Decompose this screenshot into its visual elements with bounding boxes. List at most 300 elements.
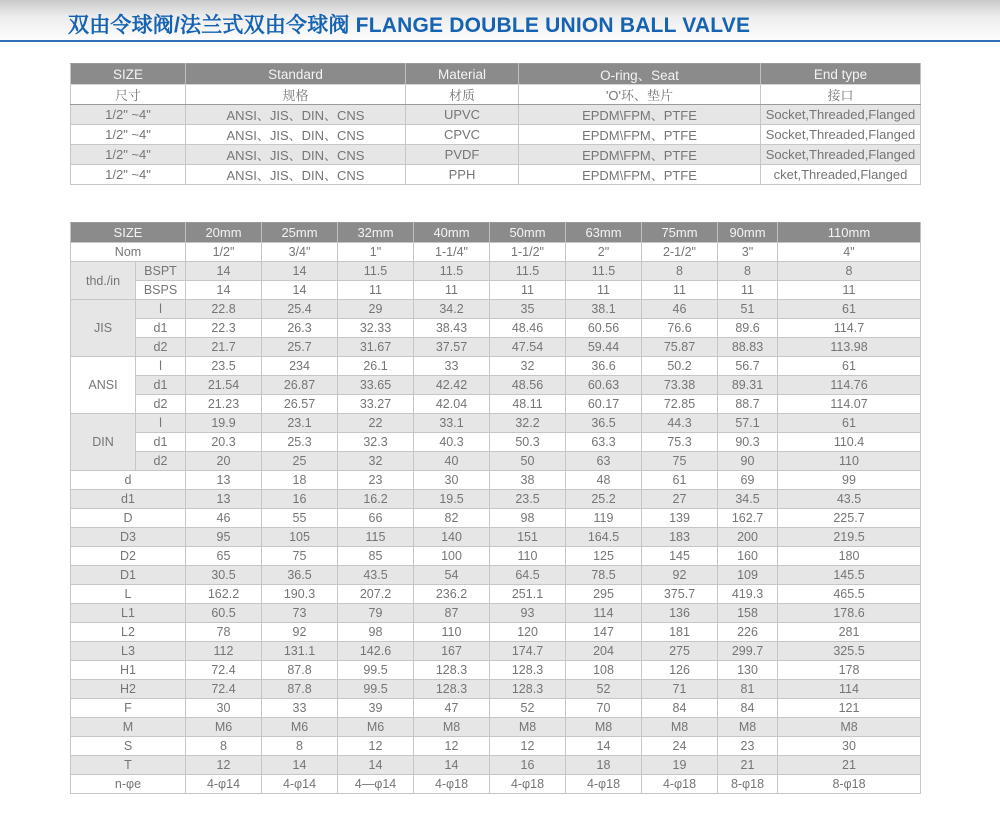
dim-value-cell: 204: [566, 642, 642, 661]
dim-value-cell: 21: [778, 756, 921, 775]
dim-row-label: S: [71, 737, 186, 756]
dim-value-cell: 130: [718, 661, 778, 680]
dim-row-label: l: [136, 414, 186, 433]
dim-row-label: D3: [71, 528, 186, 547]
dim-value-cell: 25.2: [566, 490, 642, 509]
dim-value-cell: 158: [718, 604, 778, 623]
dim-value-cell: 20: [186, 452, 262, 471]
dim-value-cell: 38.1: [566, 300, 642, 319]
dim-value-cell: 145: [642, 547, 718, 566]
dim-value-cell: 178.6: [778, 604, 921, 623]
dim-value-cell: 1-1/2": [490, 243, 566, 262]
spec-column-header: SIZE: [71, 64, 186, 85]
dim-value-cell: 14: [566, 737, 642, 756]
dim-value-cell: 114.07: [778, 395, 921, 414]
dim-value-cell: 46: [186, 509, 262, 528]
dim-row-label: D2: [71, 547, 186, 566]
dim-row: [71, 680, 921, 699]
dim-value-cell: 60.56: [566, 319, 642, 338]
dim-value-cell: 88.7: [718, 395, 778, 414]
dim-row-label: L1: [71, 604, 186, 623]
spec-cell: Socket,Threaded,Flanged: [761, 105, 921, 125]
dim-row: [71, 737, 921, 756]
dim-value-cell: 40.3: [414, 433, 490, 452]
dim-value-cell: 14: [262, 281, 338, 300]
dim-row: [71, 585, 921, 604]
dim-row-label: M: [71, 718, 186, 737]
dim-value-cell: 105: [262, 528, 338, 547]
spec-header-row-en: [71, 64, 921, 85]
dim-value-cell: 75.87: [642, 338, 718, 357]
dim-value-cell: 325.5: [778, 642, 921, 661]
dim-value-cell: 20.3: [186, 433, 262, 452]
dim-value-cell: 19.9: [186, 414, 262, 433]
dim-value-cell: 11.5: [414, 262, 490, 281]
dim-value-cell: 48.56: [490, 376, 566, 395]
dim-value-cell: 32.33: [338, 319, 414, 338]
dim-value-cell: 81: [718, 680, 778, 699]
dim-value-cell: 8: [642, 262, 718, 281]
dim-value-cell: 8-φ18: [778, 775, 921, 794]
dim-value-cell: 32: [338, 452, 414, 471]
dim-value-cell: 11: [414, 281, 490, 300]
dim-value-cell: 8-φ18: [718, 775, 778, 794]
spec-cell: 1/2" ~4": [71, 125, 186, 145]
dim-value-cell: 4-φ14: [262, 775, 338, 794]
dim-value-cell: 92: [642, 566, 718, 585]
dim-value-cell: 30: [414, 471, 490, 490]
spec-column-header-cn: 材质: [406, 85, 519, 105]
dim-row: [71, 452, 921, 471]
dim-group-label: thd./in: [71, 262, 136, 300]
spec-cell: EPDM\FPM、PTFE: [519, 125, 761, 145]
dim-value-cell: 87: [414, 604, 490, 623]
dim-value-cell: 25.4: [262, 300, 338, 319]
dim-value-cell: 26.87: [262, 376, 338, 395]
dim-value-cell: 42.04: [414, 395, 490, 414]
dim-value-cell: 11: [642, 281, 718, 300]
dim-value-cell: 79: [338, 604, 414, 623]
dim-value-cell: 12: [338, 737, 414, 756]
dim-row: [71, 471, 921, 490]
dim-value-cell: 33.27: [338, 395, 414, 414]
dim-value-cell: M6: [186, 718, 262, 737]
dim-value-cell: 36.6: [566, 357, 642, 376]
dim-value-cell: 75: [642, 452, 718, 471]
dim-value-cell: 14: [262, 262, 338, 281]
dim-row-label: L2: [71, 623, 186, 642]
dim-value-cell: 110.4: [778, 433, 921, 452]
dim-value-cell: 16: [490, 756, 566, 775]
dim-value-cell: 14: [338, 756, 414, 775]
dim-value-cell: 119: [566, 509, 642, 528]
dim-size-column-header: 110mm: [778, 223, 921, 243]
dim-value-cell: 34.2: [414, 300, 490, 319]
dim-value-cell: M8: [642, 718, 718, 737]
dim-row: [71, 547, 921, 566]
spec-row: [71, 165, 921, 185]
dim-row-label: H2: [71, 680, 186, 699]
dim-value-cell: 21: [718, 756, 778, 775]
dim-value-cell: 89.31: [718, 376, 778, 395]
spec-cell: PPH: [406, 165, 519, 185]
dim-value-cell: 32: [490, 357, 566, 376]
dim-value-cell: 98: [338, 623, 414, 642]
dim-value-cell: 131.1: [262, 642, 338, 661]
dim-value-cell: 76.6: [642, 319, 718, 338]
dim-value-cell: 50: [490, 452, 566, 471]
dim-value-cell: 23.1: [262, 414, 338, 433]
dim-row: [71, 338, 921, 357]
dim-value-cell: 181: [642, 623, 718, 642]
dim-row-label: d1: [71, 490, 186, 509]
dim-value-cell: 25: [262, 452, 338, 471]
dim-value-cell: 100: [414, 547, 490, 566]
dim-value-cell: 120: [490, 623, 566, 642]
dim-value-cell: M8: [718, 718, 778, 737]
dim-row: [71, 699, 921, 718]
dim-value-cell: 64.5: [490, 566, 566, 585]
dim-value-cell: 22: [338, 414, 414, 433]
spec-column-header: End type: [761, 64, 921, 85]
dim-value-cell: 219.5: [778, 528, 921, 547]
dim-value-cell: 98: [490, 509, 566, 528]
spec-row: [71, 125, 921, 145]
dim-row: [71, 357, 921, 376]
dim-value-cell: 85: [338, 547, 414, 566]
dim-value-cell: 54: [414, 566, 490, 585]
spec-cell: ANSI、JIS、DIN、CNS: [186, 125, 406, 145]
dim-value-cell: 13: [186, 490, 262, 509]
dim-value-cell: 31.67: [338, 338, 414, 357]
dim-row: [71, 395, 921, 414]
dim-value-cell: 200: [718, 528, 778, 547]
dim-value-cell: 44.3: [642, 414, 718, 433]
dim-value-cell: 47: [414, 699, 490, 718]
dim-row: [71, 756, 921, 775]
dim-value-cell: 60.17: [566, 395, 642, 414]
dim-value-cell: M8: [778, 718, 921, 737]
spec-column-header-cn: 尺寸: [71, 85, 186, 105]
spec-column-header: Standard: [186, 64, 406, 85]
dim-value-cell: 114.7: [778, 319, 921, 338]
dim-value-cell: 112: [186, 642, 262, 661]
dim-value-cell: 22.8: [186, 300, 262, 319]
dim-row-label: BSPT: [136, 262, 186, 281]
dim-value-cell: 14: [414, 756, 490, 775]
dim-size-column-header: 90mm: [718, 223, 778, 243]
dim-value-cell: 145.5: [778, 566, 921, 585]
dim-row: [71, 490, 921, 509]
dim-group-label: JIS: [71, 300, 136, 357]
dim-value-cell: 110: [414, 623, 490, 642]
dim-row: [71, 376, 921, 395]
dim-value-cell: 27: [642, 490, 718, 509]
dim-value-cell: 23.5: [186, 357, 262, 376]
dim-value-cell: 66: [338, 509, 414, 528]
spec-cell: 1/2" ~4": [71, 105, 186, 125]
dim-value-cell: 11: [778, 281, 921, 300]
dim-value-cell: 52: [566, 680, 642, 699]
dim-value-cell: 60.63: [566, 376, 642, 395]
dim-value-cell: 11: [718, 281, 778, 300]
dim-value-cell: 275: [642, 642, 718, 661]
dim-value-cell: 234: [262, 357, 338, 376]
dim-row: [71, 281, 921, 300]
spec-row: [71, 105, 921, 125]
spec-column-header-cn: 'O'环、垫片: [519, 85, 761, 105]
dim-value-cell: 32.3: [338, 433, 414, 452]
spec-row: [71, 145, 921, 165]
dim-value-cell: 126: [642, 661, 718, 680]
valve-dimension-table: [70, 222, 921, 794]
dim-row-label: D: [71, 509, 186, 528]
dim-value-cell: 11: [338, 281, 414, 300]
dim-value-cell: 47.54: [490, 338, 566, 357]
dim-value-cell: 115: [338, 528, 414, 547]
dim-value-cell: 11.5: [338, 262, 414, 281]
spec-header-row-cn: [71, 85, 921, 105]
dim-value-cell: 11.5: [566, 262, 642, 281]
dim-value-cell: 65: [186, 547, 262, 566]
dim-row-label: d: [71, 471, 186, 490]
dim-row-label: Nom: [71, 243, 186, 262]
dim-corner-header: SIZE: [71, 223, 186, 243]
dim-row: [71, 528, 921, 547]
dim-value-cell: 109: [718, 566, 778, 585]
spec-table-body: [71, 105, 921, 185]
dim-value-cell: 48.46: [490, 319, 566, 338]
dim-value-cell: 2-1/2": [642, 243, 718, 262]
dim-value-cell: 99.5: [338, 661, 414, 680]
dim-value-cell: M8: [414, 718, 490, 737]
dim-value-cell: 110: [778, 452, 921, 471]
dim-value-cell: 75.3: [642, 433, 718, 452]
spec-cell: EPDM\FPM、PTFE: [519, 165, 761, 185]
dim-value-cell: 178: [778, 661, 921, 680]
dim-value-cell: 69: [718, 471, 778, 490]
dim-row: [71, 243, 921, 262]
dim-row-label: d1: [136, 376, 186, 395]
dim-value-cell: 4-φ18: [490, 775, 566, 794]
dim-value-cell: 419.3: [718, 585, 778, 604]
dim-value-cell: 52: [490, 699, 566, 718]
dim-value-cell: 72.4: [186, 680, 262, 699]
dim-value-cell: 33: [414, 357, 490, 376]
dim-value-cell: 87.8: [262, 661, 338, 680]
dim-value-cell: 251.1: [490, 585, 566, 604]
dim-value-cell: 13: [186, 471, 262, 490]
dim-row: [71, 433, 921, 452]
dim-value-cell: 50.3: [490, 433, 566, 452]
spec-cell: Socket,Threaded,Flanged: [761, 125, 921, 145]
dim-value-cell: 36.5: [262, 566, 338, 585]
dim-value-cell: 23.5: [490, 490, 566, 509]
dim-value-cell: 33.65: [338, 376, 414, 395]
dim-value-cell: 61: [778, 357, 921, 376]
dim-row-label: d2: [136, 452, 186, 471]
dim-value-cell: 51: [718, 300, 778, 319]
dim-row: [71, 509, 921, 528]
dim-group-label: DIN: [71, 414, 136, 471]
dim-value-cell: 30: [778, 737, 921, 756]
dim-value-cell: 39: [338, 699, 414, 718]
dim-value-cell: 11: [566, 281, 642, 300]
dim-row-label: l: [136, 357, 186, 376]
dim-value-cell: 61: [642, 471, 718, 490]
dim-value-cell: 128.3: [490, 661, 566, 680]
dim-value-cell: 48: [566, 471, 642, 490]
dim-value-cell: 375.7: [642, 585, 718, 604]
dim-row-label: D1: [71, 566, 186, 585]
dim-value-cell: 21.7: [186, 338, 262, 357]
dim-value-cell: 147: [566, 623, 642, 642]
dim-value-cell: 84: [718, 699, 778, 718]
dim-value-cell: 90: [718, 452, 778, 471]
dim-value-cell: 8: [186, 737, 262, 756]
dim-value-cell: 26.3: [262, 319, 338, 338]
dim-value-cell: 23: [338, 471, 414, 490]
dim-row: [71, 775, 921, 794]
spec-cell: EPDM\FPM、PTFE: [519, 105, 761, 125]
dim-value-cell: 63: [566, 452, 642, 471]
dim-value-cell: 139: [642, 509, 718, 528]
dim-value-cell: 78.5: [566, 566, 642, 585]
dim-value-cell: 21.23: [186, 395, 262, 414]
dim-value-cell: 34.5: [718, 490, 778, 509]
dim-row: [71, 718, 921, 737]
dim-value-cell: 25.7: [262, 338, 338, 357]
dim-value-cell: 225.7: [778, 509, 921, 528]
dim-table-body: [71, 243, 921, 794]
dim-value-cell: 295: [566, 585, 642, 604]
dim-size-column-header: 40mm: [414, 223, 490, 243]
dim-value-cell: 207.2: [338, 585, 414, 604]
dim-group-label: ANSI: [71, 357, 136, 414]
dim-value-cell: 4-φ18: [566, 775, 642, 794]
dim-row-label: L3: [71, 642, 186, 661]
dim-value-cell: 236.2: [414, 585, 490, 604]
dim-value-cell: 42.42: [414, 376, 490, 395]
dim-value-cell: 8: [778, 262, 921, 281]
dim-value-cell: 73.38: [642, 376, 718, 395]
dim-value-cell: 25.3: [262, 433, 338, 452]
spec-cell: UPVC: [406, 105, 519, 125]
dim-value-cell: 11: [490, 281, 566, 300]
dim-value-cell: 60.5: [186, 604, 262, 623]
dim-row: [71, 604, 921, 623]
dim-value-cell: 38: [490, 471, 566, 490]
dim-value-cell: 18: [262, 471, 338, 490]
dim-value-cell: 465.5: [778, 585, 921, 604]
dim-value-cell: 110: [490, 547, 566, 566]
dim-row: [71, 300, 921, 319]
dim-value-cell: 4": [778, 243, 921, 262]
dim-value-cell: 71: [642, 680, 718, 699]
dim-value-cell: 1/2": [186, 243, 262, 262]
spec-cell: PVDF: [406, 145, 519, 165]
spec-table-head: [71, 64, 921, 105]
dim-value-cell: 125: [566, 547, 642, 566]
dim-value-cell: 88.83: [718, 338, 778, 357]
dim-value-cell: 87.8: [262, 680, 338, 699]
dim-row-label: d1: [136, 319, 186, 338]
spec-cell: ANSI、JIS、DIN、CNS: [186, 145, 406, 165]
spec-cell: 1/2" ~4": [71, 145, 186, 165]
dim-value-cell: 12: [414, 737, 490, 756]
dim-value-cell: 72.4: [186, 661, 262, 680]
dim-row: [71, 623, 921, 642]
dim-table-head: [71, 223, 921, 243]
spec-cell: 1/2" ~4": [71, 165, 186, 185]
dim-value-cell: 114: [778, 680, 921, 699]
dim-value-cell: 37.57: [414, 338, 490, 357]
dim-value-cell: 30: [186, 699, 262, 718]
dim-value-cell: 29: [338, 300, 414, 319]
dim-value-cell: 75: [262, 547, 338, 566]
dim-row: [71, 642, 921, 661]
dim-value-cell: 113.98: [778, 338, 921, 357]
dim-value-cell: 84: [642, 699, 718, 718]
dim-row-label: H1: [71, 661, 186, 680]
dim-value-cell: 108: [566, 661, 642, 680]
dim-value-cell: 70: [566, 699, 642, 718]
dim-value-cell: 164.5: [566, 528, 642, 547]
dim-row-label: F: [71, 699, 186, 718]
dim-value-cell: 16: [262, 490, 338, 509]
dim-value-cell: 22.3: [186, 319, 262, 338]
dim-value-cell: 99.5: [338, 680, 414, 699]
dim-value-cell: 14: [262, 756, 338, 775]
dim-value-cell: 33.1: [414, 414, 490, 433]
dim-value-cell: 30.5: [186, 566, 262, 585]
dim-value-cell: 128.3: [414, 661, 490, 680]
dim-value-cell: 32.2: [490, 414, 566, 433]
spec-cell: ANSI、JIS、DIN、CNS: [186, 165, 406, 185]
dim-value-cell: 55: [262, 509, 338, 528]
dim-value-cell: 57.1: [718, 414, 778, 433]
dim-value-cell: 92: [262, 623, 338, 642]
spec-cell: Socket,Threaded,Flanged: [761, 145, 921, 165]
dim-value-cell: 140: [414, 528, 490, 547]
dim-value-cell: 36.5: [566, 414, 642, 433]
dim-value-cell: 226: [718, 623, 778, 642]
spec-cell: CPVC: [406, 125, 519, 145]
dim-row: [71, 262, 921, 281]
dim-value-cell: 48.11: [490, 395, 566, 414]
dim-value-cell: 121: [778, 699, 921, 718]
dim-value-cell: 14: [186, 262, 262, 281]
dim-value-cell: 11.5: [490, 262, 566, 281]
dim-value-cell: 43.5: [778, 490, 921, 509]
dim-size-column-header: 25mm: [262, 223, 338, 243]
dim-row-label: d1: [136, 433, 186, 452]
dim-value-cell: 8: [718, 262, 778, 281]
dim-value-cell: 61: [778, 414, 921, 433]
dim-row-label: n-φe: [71, 775, 186, 794]
dim-value-cell: 136: [642, 604, 718, 623]
dim-value-cell: 174.7: [490, 642, 566, 661]
dim-size-column-header: 75mm: [642, 223, 718, 243]
dim-row: [71, 319, 921, 338]
dim-value-cell: 59.44: [566, 338, 642, 357]
dim-value-cell: 82: [414, 509, 490, 528]
dim-value-cell: M6: [338, 718, 414, 737]
dim-value-cell: 299.7: [718, 642, 778, 661]
dim-value-cell: 50.2: [642, 357, 718, 376]
dim-value-cell: 23: [718, 737, 778, 756]
dim-value-cell: 4—φ14: [338, 775, 414, 794]
